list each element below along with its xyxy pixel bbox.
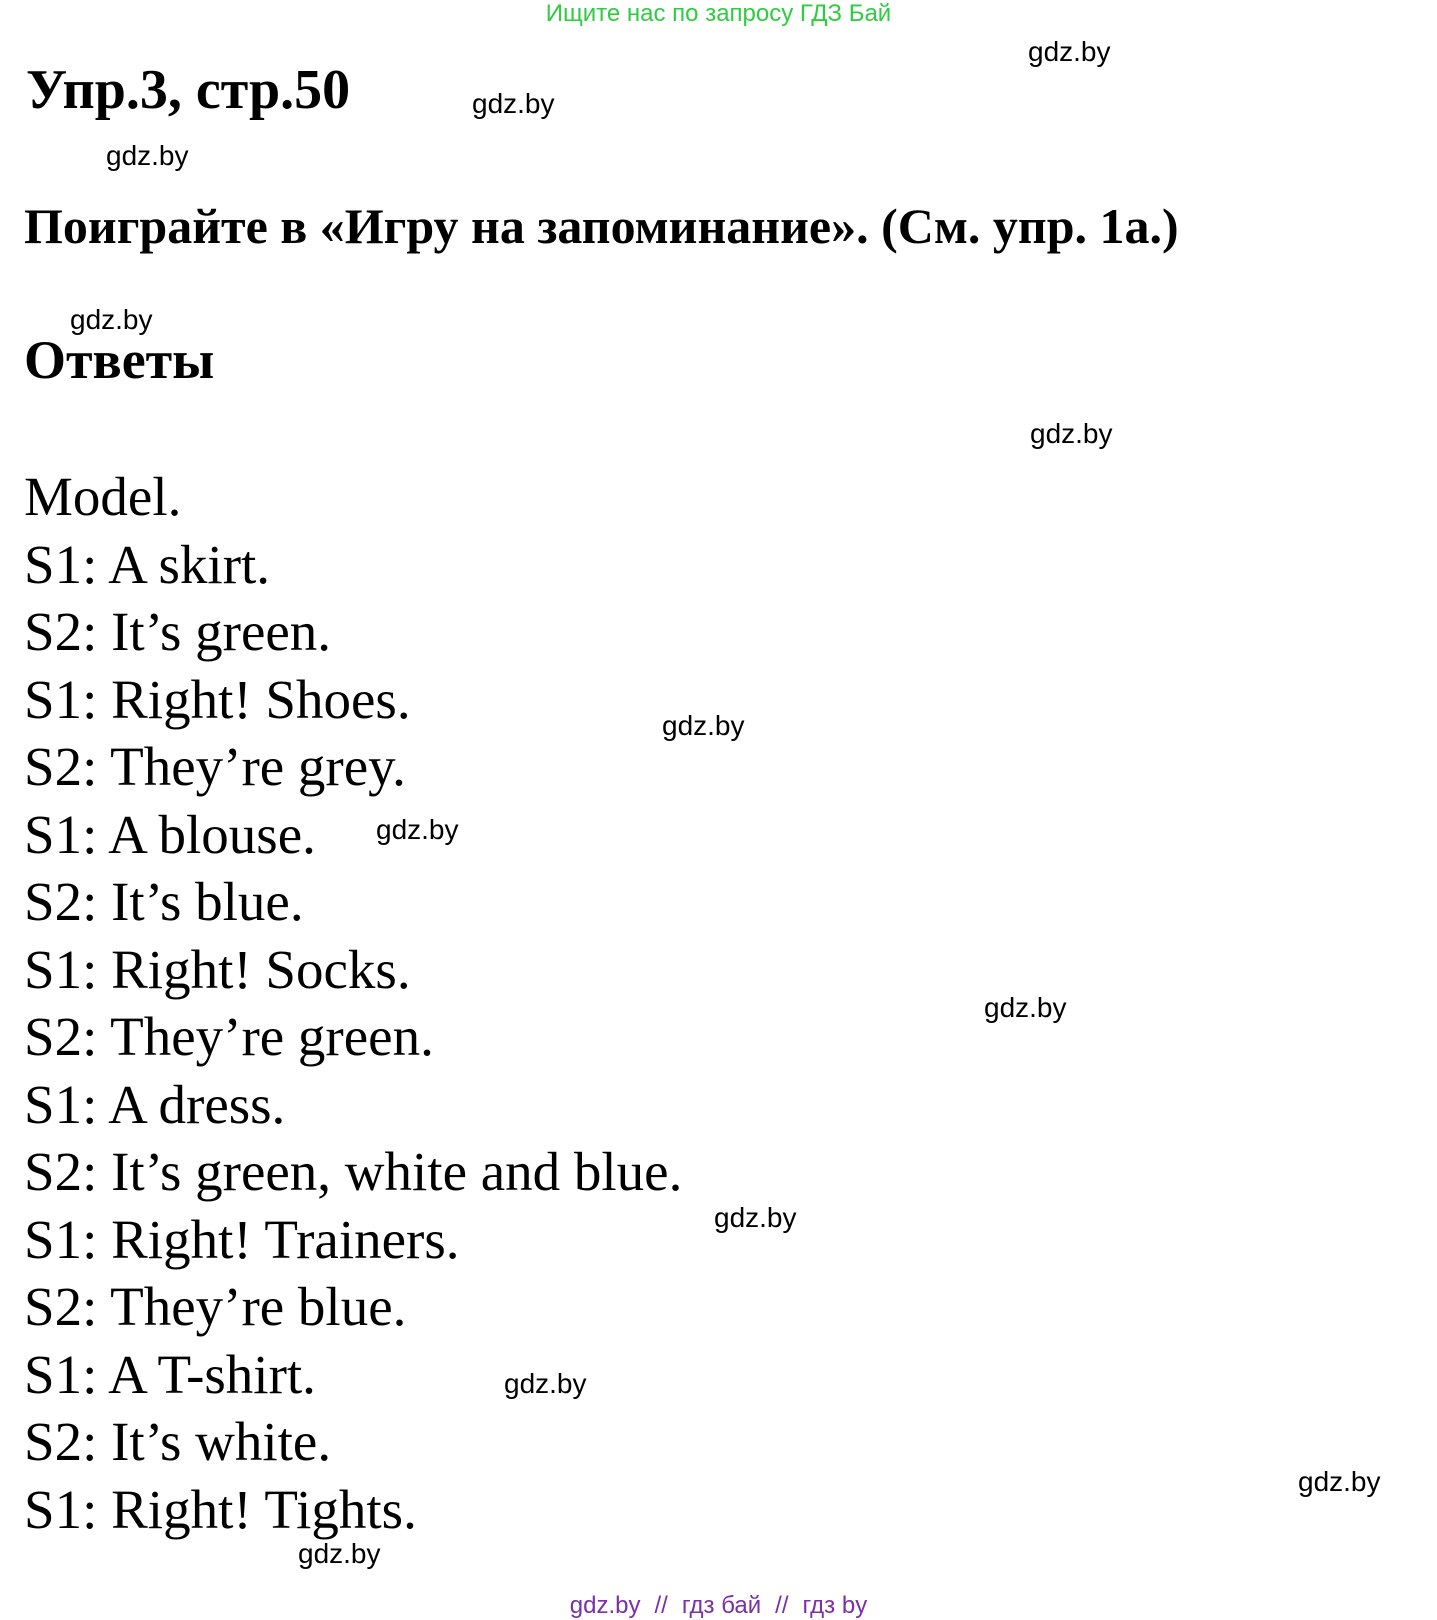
watermark: gdz.by (1028, 36, 1111, 67)
dialogue-line: S1: A blouse. (24, 803, 316, 865)
watermark: gdz.by (504, 1368, 587, 1399)
answers-heading: Ответы (24, 330, 215, 390)
dialogue-line: S2: It’s green. (24, 601, 332, 662)
dialogue-line: S1: Right! Tights. (24, 1478, 417, 1540)
footer-link-gdz-by-cyr[interactable]: гдз by (802, 1592, 868, 1619)
watermark: gdz.by (298, 1538, 381, 1569)
dialogue-line: S1: Right! Shoes. (24, 668, 411, 730)
footer-links (0, 1592, 1437, 1620)
task-instruction: Поиграйте в «Игру на запоминание». (См. упр. 1а.) (24, 198, 1179, 254)
dialogue-line: S2: It’s white. (24, 1411, 332, 1472)
dialogue-line: S2: They’re blue. (24, 1276, 407, 1337)
footer-separator: // (775, 1592, 789, 1619)
watermark: gdz.by (1298, 1466, 1381, 1497)
watermark: gdz.by (376, 814, 459, 845)
dialogue-line: S2: They’re grey. (24, 736, 406, 797)
watermark: gdz.by (984, 992, 1067, 1023)
dialogue-line: S1: Right! Trainers. (24, 1208, 460, 1270)
footer-separator: // (654, 1592, 668, 1619)
watermark: gdz.by (1030, 418, 1113, 449)
dialogue-line: Model. (24, 466, 182, 527)
dialogue-line: S1: Right! Socks. (24, 938, 411, 1000)
dialogue-line: S1: A T-shirt. (24, 1343, 316, 1405)
watermark: gdz.by (106, 140, 189, 171)
watermark: gdz.by (472, 88, 555, 119)
watermark: gdz.by (662, 710, 745, 741)
footer-link-gdz-bai[interactable]: гдз бай (681, 1592, 762, 1619)
watermark: gdz.by (70, 304, 153, 335)
dialogue-line: S2: It’s blue. (24, 871, 304, 932)
dialogue-line: S2: They’re green. (24, 1006, 434, 1067)
watermark: gdz.by (714, 1202, 797, 1233)
dialogue-line: S2: It’s green, white and blue. (24, 1141, 683, 1202)
footer-link-gdz-by[interactable]: gdz.by (569, 1592, 641, 1619)
dialogue-line: S1: A skirt. (24, 533, 271, 595)
exercise-heading: Упр.3, стр.50 (26, 59, 351, 121)
top-banner: Ищите нас по запросу ГДЗ Бай (545, 0, 892, 27)
dialogue-line: S1: A dress. (24, 1073, 286, 1135)
